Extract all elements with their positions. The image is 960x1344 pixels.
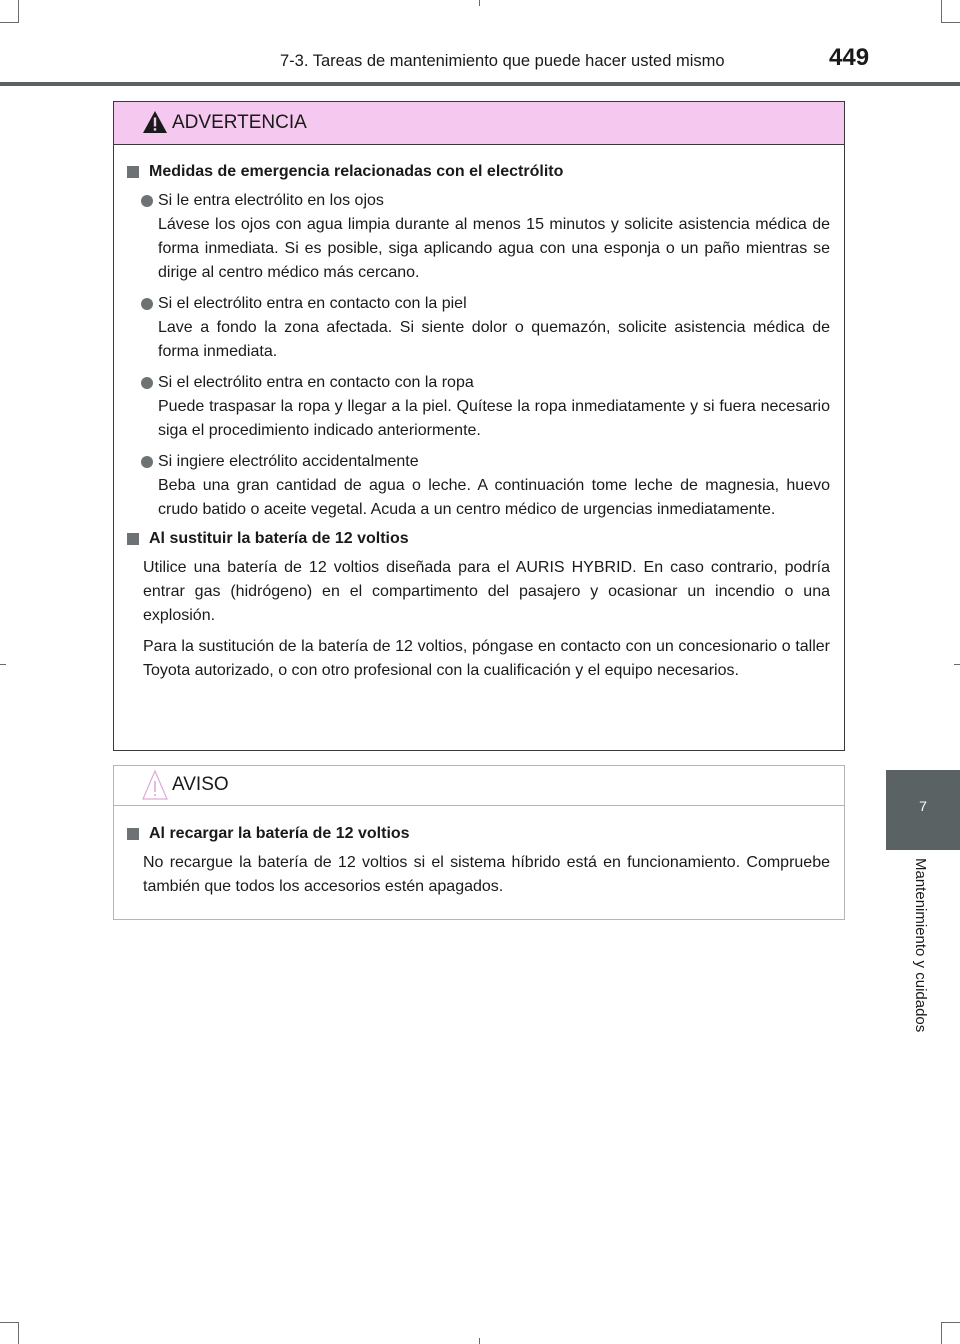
warning-triangle-icon (142, 110, 168, 134)
item-text: Lávese los ojos con agua limpia durante al menos 15 minutos y solicite asistencia médica de forma inmediata. Si es posible, siga aplicando agua con una esponja o un paño mientras se dirige al centro médico más cercano. (158, 216, 830, 281)
crop-mark (0, 22, 19, 23)
warning-box (113, 101, 845, 751)
chapter-label-area (886, 850, 960, 1100)
warning-content (114, 145, 844, 683)
item-title: Si el electrólito entra en contacto con la ropa (158, 374, 474, 391)
chapter-label: Mantenimiento y cuidados (912, 858, 929, 1033)
crop-mark (479, 1338, 480, 1344)
crop-mark (18, 0, 19, 22)
section-heading (126, 822, 830, 846)
crop-mark (941, 22, 960, 23)
item-text: Beba una gran cantidad de agua o leche. A continuación tome leche de magnesia, huevo crudo batido o aceite vegetal. Acuda a un centro médico de urgencias inmediatamente. (158, 477, 830, 518)
header-rule (0, 82, 960, 86)
section-heading-text: Al recargar la batería de 12 voltios (149, 825, 410, 842)
crop-mark (941, 1322, 942, 1344)
round-bullet-icon (141, 298, 153, 310)
crop-mark (0, 1322, 19, 1323)
square-bullet-icon (127, 166, 139, 178)
paragraph: Para la sustitución de la batería de 12 voltios, póngase en contacto con un concesionario o taller Toyota autorizado, o con otro profesional con la cualificación y el equipo necesarios. (143, 638, 830, 679)
notice-header (114, 766, 844, 806)
caution-triangle-icon (142, 769, 168, 801)
crop-mark (954, 664, 960, 665)
round-bullet-icon (141, 195, 153, 207)
crop-mark (18, 1322, 19, 1344)
section-heading (126, 160, 830, 184)
crop-mark (941, 0, 942, 22)
notice-content (114, 806, 844, 899)
list-item (126, 189, 830, 285)
square-bullet-icon (127, 533, 139, 545)
section-heading-text: Medidas de emergencia relacionadas con el electrólito (149, 163, 564, 180)
warning-header (114, 102, 844, 145)
item-text: Puede traspasar la ropa y llegar a la piel. Quítese la ropa inmediatamente y si fuera necesario siga el procedimiento indicado anteriormente. (158, 398, 830, 439)
notice-box (113, 765, 845, 920)
crop-mark (0, 664, 6, 665)
square-bullet-icon (127, 828, 139, 840)
item-title: Si ingiere electrólito accidentalmente (158, 453, 419, 470)
round-bullet-icon (141, 377, 153, 389)
paragraph: Utilice una batería de 12 voltios diseñada para el AURIS HYBRID. En caso contrario, podría entrar gas (hidrógeno) en el compartimento del pasajero y ocasionar un incendio o una explosión. (143, 559, 830, 624)
section-heading (126, 527, 830, 551)
section-heading-text: Al sustituir la batería de 12 voltios (149, 530, 409, 547)
item-text: Lave a fondo la zona afectada. Si siente dolor o quemazón, solicite asistencia médica de forma inmediata. (158, 319, 830, 360)
warning-title: ADVERTENCIA (172, 112, 307, 133)
page-number: 449 (829, 44, 870, 71)
list-item (126, 371, 830, 443)
item-title: Si le entra electrólito en los ojos (158, 192, 384, 209)
crop-mark (479, 0, 480, 6)
paragraph: No recargue la batería de 12 voltios si el sistema híbrido está en funcionamiento. Compruebe también que todos los accesorios estén apagados. (143, 854, 830, 895)
section-title: 7-3. Tareas de mantenimiento que puede hacer usted mismo (280, 52, 725, 70)
crop-mark (941, 1322, 960, 1323)
item-title: Si el electrólito entra en contacto con la piel (158, 295, 467, 312)
list-item (126, 292, 830, 364)
chapter-tab (886, 770, 960, 850)
chapter-number: 7 (919, 798, 927, 814)
notice-title: AVISO (172, 774, 229, 795)
round-bullet-icon (141, 456, 153, 468)
list-item (126, 450, 830, 522)
